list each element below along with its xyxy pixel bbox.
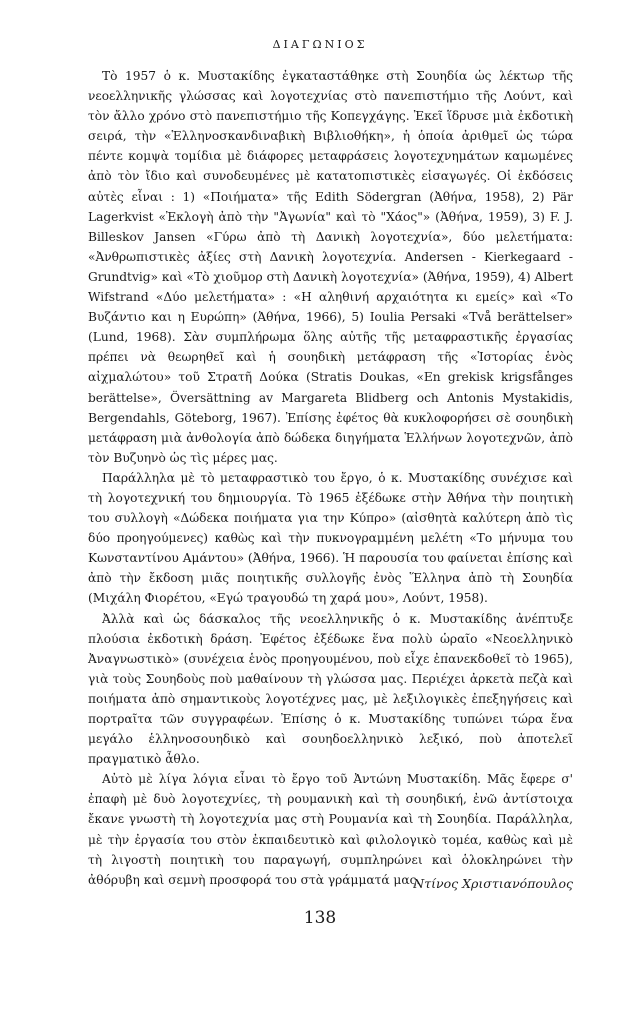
author-signature: Ντίνος Χριστιανόπουλος [413, 876, 573, 891]
paragraph: Αὐτὸ μὲ λίγα λόγια εἶναι τὸ ἔργο τοῦ Ἀντώνη Μυστακίδη. Μᾶς ἔφερε σ' ἐπαφὴ μὲ δυὸ λογοτεχνίες, τὴ ρουμανικὴ καὶ τὴ σουηδική, ἐνῶ ἀντίστοιχα ἔκανε γνωστὴ τὴ λογοτεχνία μας στὴ Ρουμανία καὶ τὴ Σουηδία. Παράλληλα, μὲ τὴν ἐργασία του στὸν ἐκπαιδευτικὸ καὶ φιλολογικὸ τομέα, καθὼς καὶ μὲ τὴ λιγοστὴ ποιητικὴ του παραγωγή, συμπληρώνει καὶ ὁλοκληρώνει τὴν ἀθόρυβη καὶ σεμνὴ προσφορά του στὰ γράμματά μας. [88, 772, 573, 887]
page-number: 138 [303, 908, 337, 928]
paragraph: Ἀλλὰ καὶ ὡς δάσκαλος τῆς νεοελληνικῆς ὁ κ. Μυστακίδης ἀνέπτυξε πλούσια ἐκδοτικὴ δράση. Ἐφέτος ἐξέδωκε ἕνα πολὺ ὡραῖο «Νεοελληνικὸ Ἀναγνωστικὸ» (συνέχεια ἑνὸς προηγουμένου, ποὺ εἶχε ἐπανεκδοθεῖ τὸ 1965), γιὰ τοὺς Σουηδοὺς ποὺ μαθαίνουν τὴ γλώσσα μας. Περιέχει ἀρκετὰ πεζὰ καὶ ποιήματα ἀπὸ σημαντικοὺς λογοτέχνες μας, μὲ λεξιλογικὲς ἐπεξηγήσεις καὶ πορτραῖτα τῶν συγγραφέων. Ἐπίσης ὁ κ. Μυστακίδης τυπώνει τώρα ἕνα μεγάλο ἑλληνοσουηδικὸ καὶ σουηδοελληνικὸ λεξικό, ποὺ ἀποτελεῖ πραγματικὸ ἆθλο. [88, 611, 573, 767]
paragraph: Τὸ 1957 ὁ κ. Μυστακίδης ἐγκαταστάθηκε στὴ Σουηδία ὡς λέκτωρ τῆς νεοελληνικῆς γλώσσας καὶ λογοτεχνίας στὸ πανεπιστήμιο τῆς Λούντ, καὶ τὸν ἄλλο χρόνο στὸ πανεπιστήμιο τῆς Κοπεγχάγης. Ἐκεῖ ἵδρυσε μιὰ ἐκδοτικὴ σειρά, τὴν «Ἑλληνοσκανδιναβικὴ Βιβλιοθήκη», ἡ ὁποία ἀριθμεῖ ὡς τώρα πέντε κομψὰ τομίδια μὲ διάφορες μεταφράσεις λογοτεχνημάτων καμωμένες ἀπὸ τὸν ἴδιο καὶ συνοδευμένες μὲ κατατοπιστικὲς εἰσαγωγές. Οἱ ἐκδόσεις αὐτὲς εἶναι : 1) «Ποιήματα» τῆς Edith Södergran (Ἀθήνα, 1958), 2) Pär Lagerkvist «Ἐκλογὴ ἀπὸ τὴν "Ἀγωνία" καὶ τὸ "Χάος"» (Ἀθήνα, 1959), 3) F. J. Billeskov Jansen «Γύρω ἀπὸ τὴ Δανικὴ λογοτεχνία», δύο μελετήματα: «Ἀνθρωπιστικὲς ἀξίες στὴ Δανικὴ λογοτεχνία. Andersen - Kierkegaard - Grundtvig» καὶ «Τὸ χιοῦμορ στὴ Δανικὴ λογοτεχνία» (Ἀθήνα, 1959), 4) Albert Wifstrand «Δύο μελετήματα» : «Η αληθινή αρχαιότητα κι εμείς» καὶ «Το Βυζάντιο και η Ευρώπη» (Ἀθήνα, 1966), 5) Ioulia Persaki «Två berättelser» (Lund, 1968). Σὰν συμπλήρωμα ὅλης αὐτῆς τῆς μεταφραστικῆς ἐργασίας πρέπει νὰ θεωρηθεῖ καὶ ἡ σουηδικὴ μετάφραση τῆς «Ἱστορίας ἑνὸς αἰχμαλώτου» τοῦ Στρατῆ Δούκα (Stratis Doukas, «En grekisk krigsfånges berättelse», Översättning av Margareta Blidberg och Antonis Mystakidis, Bergendahls, Göteborg, 1967). Ἐπίσης ἐφέτος θὰ κυκλοφορήσει σὲ σουηδικὴ μετάφραση μιὰ ἀνθολογία ἀπὸ δώδεκα διηγήματα Ἑλλήνων λογοτεχνῶν, ἀπὸ τὸν Βυζυηνὸ ὡς τὶς μέρες μας. [88, 69, 573, 465]
running-header: ΔΙΑΓΩΝΙΟΣ [272, 38, 368, 51]
paragraph: Παράλληλα μὲ τὸ μεταφραστικὸ του ἔργο, ὁ κ. Μυστακίδης συνέχισε καὶ τὴ λογοτεχνική του δημιουργία. Τὸ 1965 ἐξέδωκε στὴν Ἀθήνα τὴν ποιητικὴ του συλλογὴ «Δώδεκα ποιήματα για την Κύπρο» (αἰσθητὰ καλύτερη ἀπὸ τὶς δύο προηγούμενες) καθὼς καὶ τὴν πυκνογραμμένη μελέτη «Το μήνυμα του Κωνσταντίνου Αμάντου» (Ἀθήνα, 1966). Ἡ παρουσία του φαίνεται ἐπίσης καὶ ἀπὸ τὴν ἔκδοση μιᾶς ποιητικῆς συλλογῆς ἐνὸς Ἕλληνα ἀπὸ τὴ Σουηδία (Μιχάλη Φιορέτου, «Εγώ τραγουδώ τη χαρά μου», Λούντ, 1958). [88, 470, 573, 606]
article-body [88, 66, 573, 890]
